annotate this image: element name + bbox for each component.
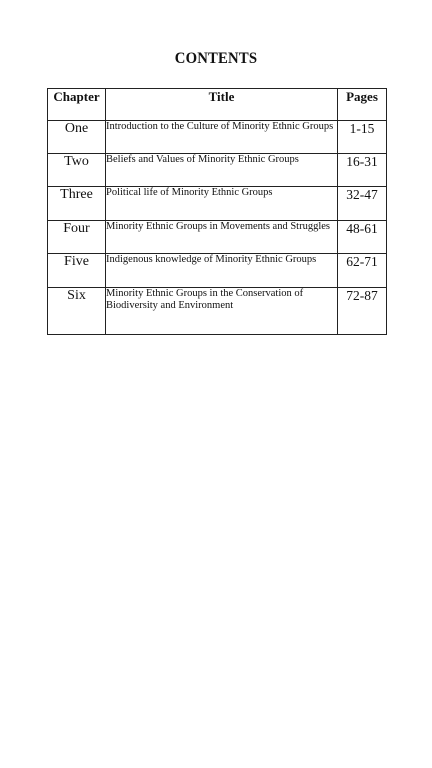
chapter-cell: Five — [48, 254, 106, 288]
chapter-cell: Three — [48, 187, 106, 221]
pages-cell: 32-47 — [338, 187, 387, 221]
chapter-cell: Six — [48, 288, 106, 335]
table-row — [48, 154, 387, 187]
title-cell: Beliefs and Values of Minority Ethnic Groups — [106, 154, 338, 187]
title-cell: Introduction to the Culture of Minority Ethnic Groups — [106, 121, 338, 154]
chapter-cell: Two — [48, 154, 106, 187]
contents-table — [47, 88, 387, 335]
chapter-cell: Four — [48, 221, 106, 254]
table-body — [48, 121, 387, 335]
title-cell: Political life of Minority Ethnic Groups — [106, 187, 338, 221]
title-cell: Minority Ethnic Groups in the Conservation of Biodiversity and Environment — [106, 288, 338, 335]
header-row — [48, 89, 387, 121]
table-header — [48, 89, 387, 121]
table-row — [48, 187, 387, 221]
table-row — [48, 221, 387, 254]
header-pages: Pages — [338, 89, 387, 121]
title-cell: Minority Ethnic Groups in Movements and Struggles — [106, 221, 338, 254]
pages-cell: 16-31 — [338, 154, 387, 187]
contents-heading: CONTENTS — [174, 50, 258, 67]
header-chapter: Chapter — [48, 89, 106, 121]
header-title: Title — [106, 89, 338, 121]
pages-cell: 62-71 — [338, 254, 387, 288]
table-row — [48, 288, 387, 335]
title-cell: Indigenous knowledge of Minority Ethnic Groups — [106, 254, 338, 288]
chapter-cell: One — [48, 121, 106, 154]
table-row — [48, 121, 387, 154]
pages-cell: 48-61 — [338, 221, 387, 254]
pages-cell: 72-87 — [338, 288, 387, 335]
pages-cell: 1-15 — [338, 121, 387, 154]
table-row — [48, 254, 387, 288]
